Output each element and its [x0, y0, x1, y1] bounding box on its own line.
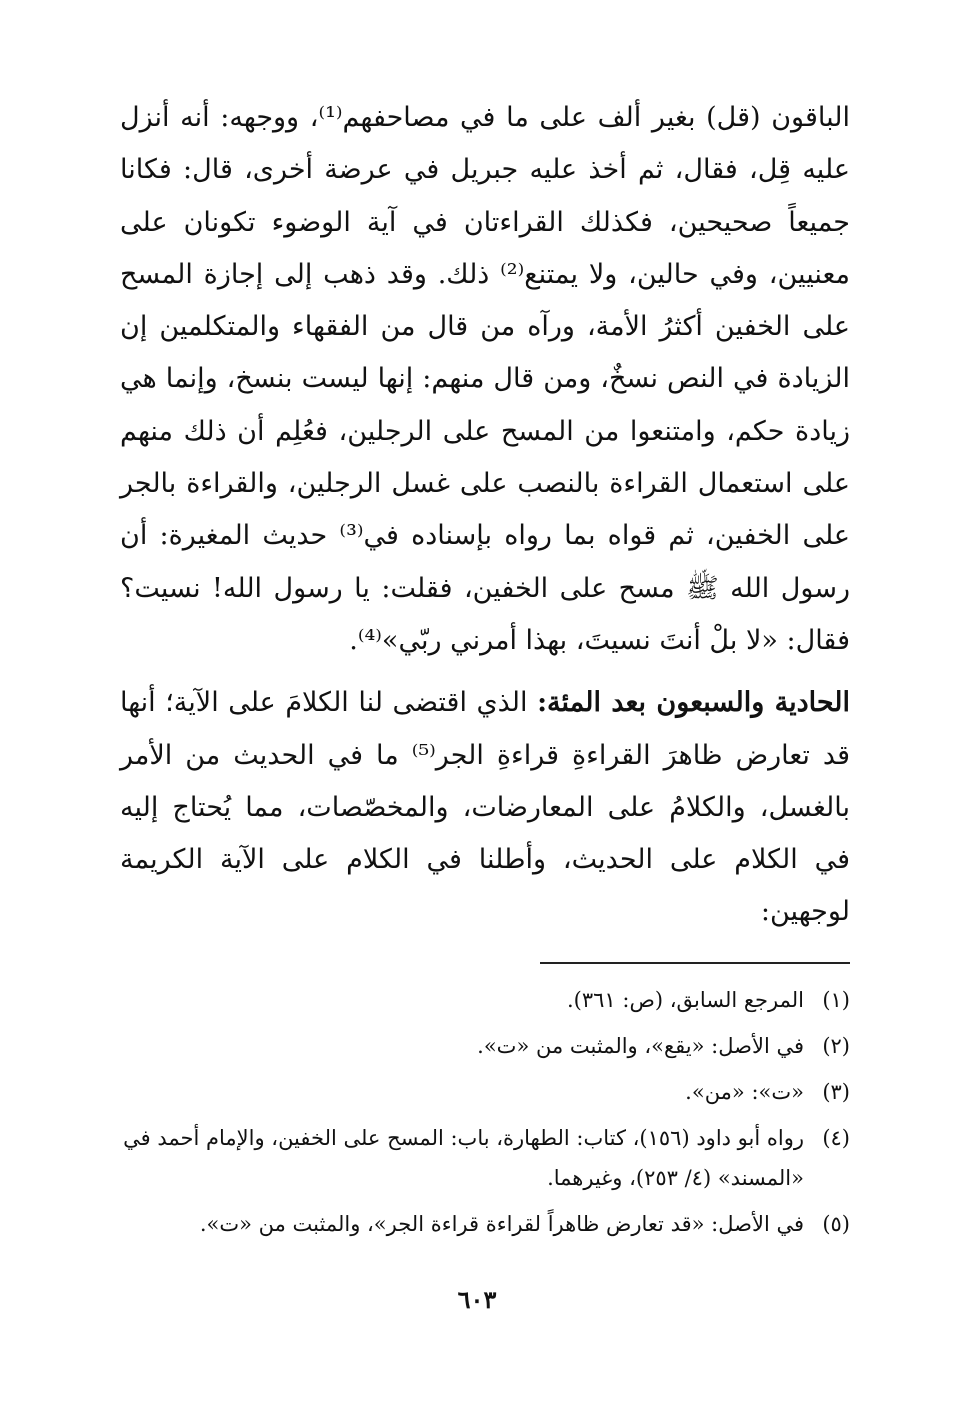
footnote-text: رواه أبو داود (١٥٦)، كتاب: الطهارة، باب: المسح على الخفين، والإمام أحمد في «المسند» (٤/ ٢٥٣)، وغيرهما.: [123, 1126, 804, 1190]
page-number: ٦٠٣: [457, 1285, 497, 1314]
paragraph-1: الباقون (قل) بغير ألف على ما في مصاحفهم⁽¹⁾، ووجهه: أنه أنزل عليه قِل، فقال، ثم أخذ عليه جبريل في عرضة أخرى، قال: فكانا جميعاً صحيحين، فكذلك القراءتان في آية الوضوء تكونان على معنيين، وفي حالين، ولا يمتنع⁽²⁾ ذلك. وقد ذهب إلى إجازة المسح على الخفين أكثرُ الأمة، ورآه من قال من الفقهاء والمتكلمين إن الزيادة في النص نسخٌ، ومن قال منهم: إنها ليست بنسخ، وإنما هي زيادة حكم، وامتنعوا من المسح على الرجلين، فعُلِم أن ذلك منهم على استعمال القراءة بالنصب على غسل الرجلين، والقراءة بالجر على الخفين، ثم قواه بما رواه بإسناده في⁽³⁾ حديث المغيرة: أن رسول الله ﷺ مسح على الخفين، فقلت: يا رسول الله! نسيت؟ فقال: «لا بلْ أنتَ نسيتَ، بهذا أمرني ربّي»⁽⁴⁾.: [120, 102, 851, 656]
footnote-number: (١): [822, 988, 850, 1012]
section-heading: الحادية والسبعون بعد المئة:: [537, 687, 850, 719]
footnote-3: [120, 1072, 850, 1112]
footnote-number: (٢): [822, 1034, 850, 1058]
paragraph-2-body: الذي اقتضى لنا الكلامَ على الآية؛ أنها قد تعارض ظاهرَ القراءةِ قراءةِ الجر⁽⁵⁾ ما في الحديث من الأمر بالغسل، والكلامُ على المعارضات، والمخصّصات، مما يُحتاج إليه في الكلام على الحديث، وأطلنا في الكلام على الآية الكريمة لوجهين:: [120, 687, 850, 928]
footnote-text: المرجع السابق، (ص: ٣٦١).: [566, 988, 804, 1012]
main-text: [120, 92, 850, 939]
footnote-4: [120, 1118, 850, 1198]
footnote-5: [120, 1204, 850, 1244]
footnote-separator: [540, 962, 850, 964]
paragraph-2: [120, 677, 850, 938]
footnote-number: (٣): [822, 1080, 850, 1104]
footnotes: [120, 980, 850, 1250]
footnote-text: في الأصل: «قد تعارض ظاهراً لقراءة قراءة الجر»، والمثبت من «ت».: [199, 1212, 804, 1236]
footnote-number: (٥): [822, 1212, 850, 1236]
footnote-text: «ت»: «من».: [685, 1080, 804, 1104]
footnote-text: في الأصل: «يقع»، والمثبت من «ت».: [477, 1034, 804, 1058]
footnote-1: [120, 980, 850, 1020]
footnote-2: [120, 1026, 850, 1066]
footnote-number: (٤): [822, 1126, 850, 1150]
